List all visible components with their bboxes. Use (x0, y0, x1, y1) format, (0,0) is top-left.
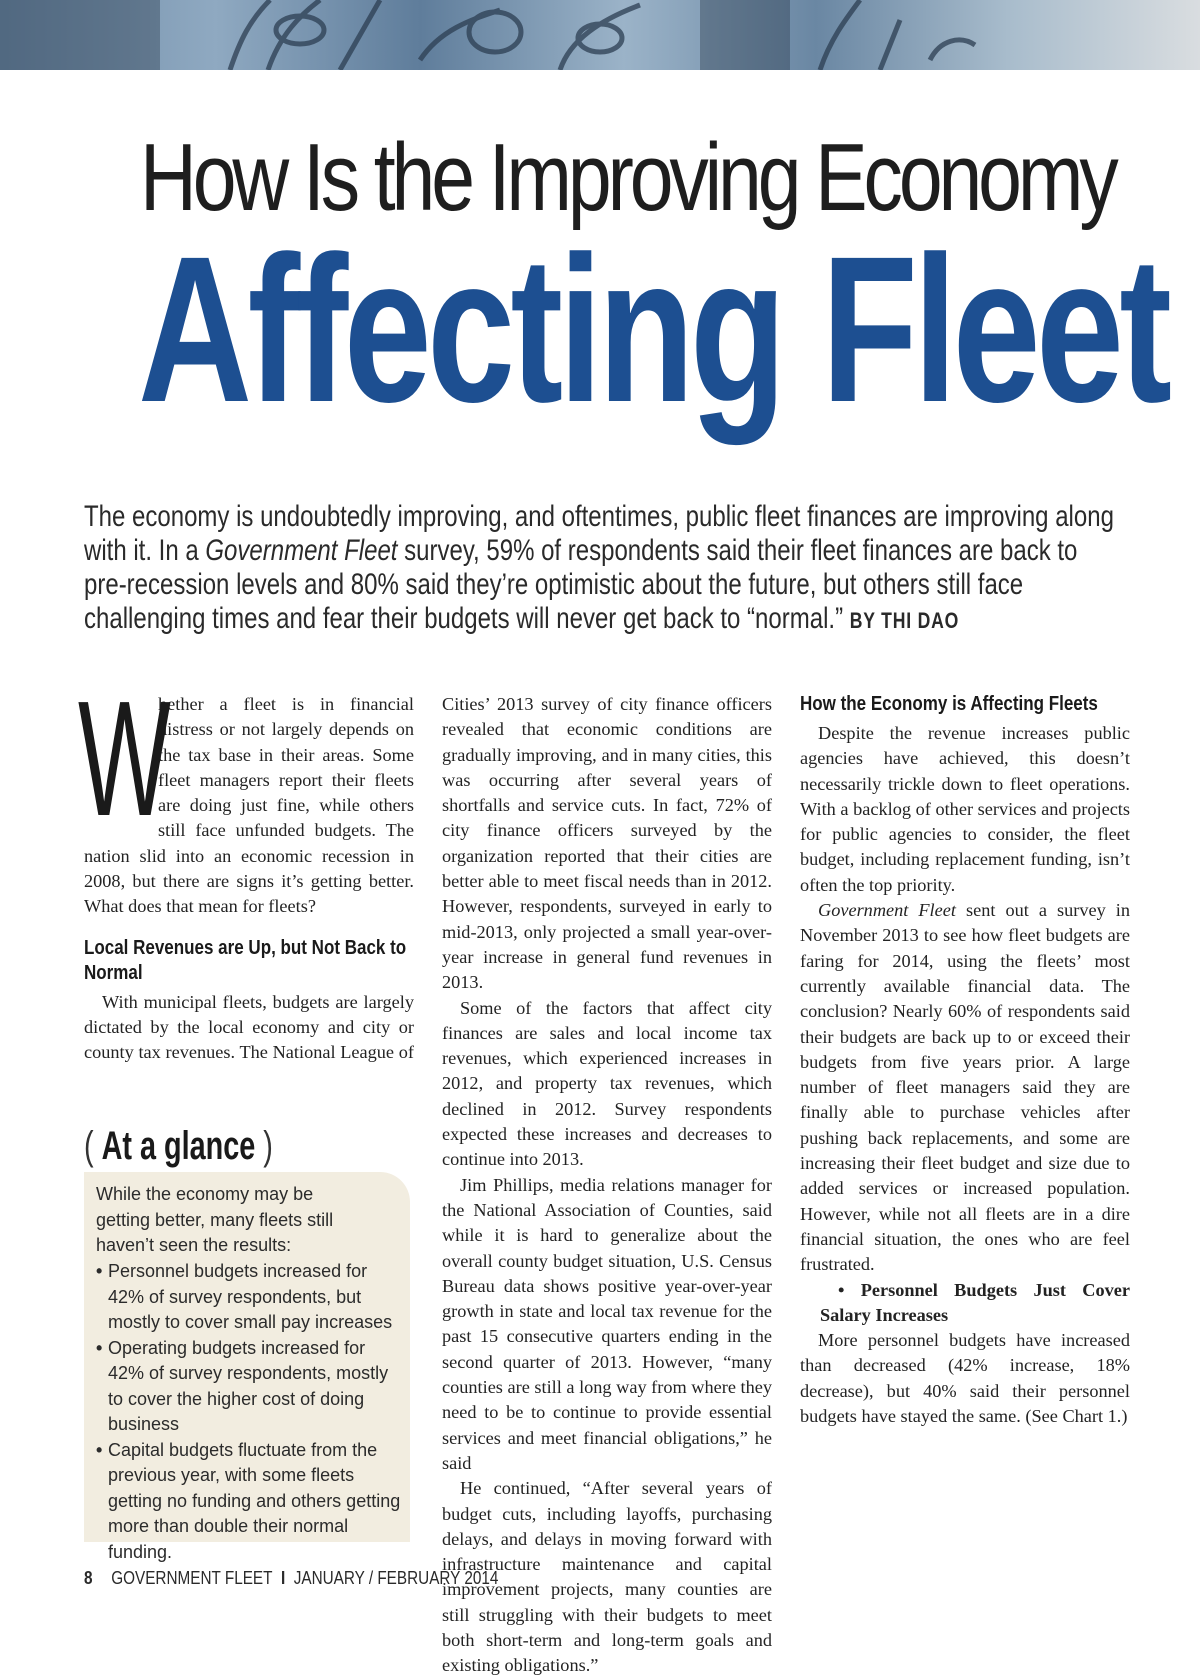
drop-cap: W (78, 667, 171, 850)
sidebar-bullet-item (96, 1259, 401, 1336)
at-a-glance-label: At a glance (101, 1124, 256, 1168)
body-paragraph-1-continued: Cities’ 2013 survey of city finance officers revealed that economic conditions are gradually improving, and in many cities, this was occurring after several years of shortfalls and service cuts. In fact, 72% of city finance officers surveyed by the organization reported that their cities are better able to meet fiscal needs than in 2012. However, respondents, surveyed in early to mid-2013, only projected a small year-over-year increase in general fund revenues in 2013. (442, 694, 772, 993)
byline: BY THI DAO (849, 608, 960, 633)
at-a-glance-sidebar (84, 1172, 410, 1562)
body-paragraph-5: Despite the revenue increases public agencies have achieved, this doesn’t necessarily trickle down to fleet operations. With a backlog of other services and projects for public agencies to consider, the fleet budget, including replacement funding, isn’t often the top priority. (800, 723, 1130, 895)
bullet-icon: • (96, 1439, 103, 1460)
sidebar-bullet-item (96, 1336, 401, 1438)
section-heading-economy-fleets: How the Economy is Affecting Fleets (800, 693, 1098, 715)
page-footer (84, 1568, 679, 1589)
body-paragraph-4: He continued, “After several years of budget cuts, including layoffs, purchasing delays, and delays in moving forward with infrastructure maintenance and capital improvement projects, many counties are still struggling with their budgets to meet both short-term and long-term goals and existing obligations.” (442, 1478, 772, 1676)
sidebar-intro: While the economy may be getting better, many fleets still haven’t seen the results: (96, 1184, 334, 1255)
headline-line-1: How Is the Improving Economy (140, 124, 1115, 231)
body-paragraph-6 (800, 898, 1130, 1277)
footer-publication: GOVERNMENT FLEET (111, 1568, 273, 1588)
paragraph-6-text: sent out a survey in November 2013 to see how fleet budgets are faring for 2014, using the fleets’ most currently available financial data. The conclusion? Nearly 60% of respondents said their budgets are back up to or exceed their budgets from five years prior. A large number of fleet managers said they are finally able to purchase vehicles after pushing back replacements, and some are increasing their fleet budget and size due to added services or increased population. However, while not all fleets are in a dire financial situation, the ones who are feel frustrated. (800, 900, 1130, 1275)
banknote-photo (0, 0, 1200, 70)
publication-name-inline: Government Fleet (818, 900, 956, 921)
article-column-2 (442, 692, 772, 1679)
bullet-icon: • (96, 1261, 103, 1281)
at-a-glance-title (84, 1122, 273, 1170)
article-column-1 (78, 667, 414, 1066)
bullet-text: Operating budgets increased for 42% of survey respondents, mostly to cover the higher cost of doing business (108, 1337, 389, 1434)
body-paragraph-7: More personnel budgets have increased than decreased (42% increase, 18% decrease), but 40% said their personnel budgets have stayed the same. (See Chart 1.) (800, 1330, 1130, 1427)
headline-line-2: Affecting Fleet (138, 214, 1168, 446)
bullet-text: Capital budgets fluctuate from the previous year, with some fleets getting no funding and others getting more than double their normal funding. (108, 1439, 401, 1562)
body-paragraph-3: Jim Phillips, media relations manager for the National Association of Counties, said while it is hard to generalize about the overall county budget situation, U.S. Census Bureau data shows positive year-over-year growth in state and local tax revenue for the past 15 consecutive quarters ending in the second quarter of 2013. However, “many counties are still a long way from where they need to be to continue to provide essential services and meet financial obligations,” he said (442, 1174, 772, 1473)
bullet-heading-personnel: • Personnel Budgets Just Cover Salary Increases (820, 1279, 1130, 1325)
bracket-open: ( (84, 1124, 94, 1168)
page-number: 8 (84, 1568, 93, 1588)
sidebar-bullet-item (96, 1438, 401, 1566)
deck-text-before: The economy is undoubtedly improving, and oftentimes, public fleet finances are improving along with it. In a (84, 500, 1114, 567)
bracket-close: ) (263, 1124, 273, 1168)
intro-paragraph: hether a fleet is in financial distress or not largely depends on the tax base in their areas. Some fleet managers report their fleets are doing just fine, while others still face unfunded budgets. The nation slid into an economic recession in 2008, but there are signs it’s getting better. What does that mean for fleets? (84, 694, 414, 917)
footer-issue: JANUARY / FEBRUARY 2014 (293, 1568, 499, 1588)
article-column-3 (800, 692, 1130, 1429)
section-heading-local-revenues: Local Revenues are Up, but Not Back to Normal (84, 936, 407, 984)
body-paragraph-1: With municipal fleets, budgets are largely dictated by the local economy and city or county tax revenues. The National League of (84, 991, 414, 1063)
footer-separator: I (280, 1568, 286, 1588)
sidebar-bullet-list (96, 1259, 401, 1565)
body-paragraph-2: Some of the factors that affect city finances are sales and local income tax revenues, which experienced increases in 2012, and property tax revenues, which declined in 2012. Survey respondents expected these increases and decreases to continue into 2013. (442, 997, 772, 1170)
deck-publication-name: Government Fleet (205, 534, 398, 567)
article-deck (84, 500, 1116, 638)
deck-text-after: survey, 59% of respondents said their fleet finances are back to pre-recession levels and 80% said they’re optimistic about the future, but others still face challenging times and fear their budgets will never get back to “normal.” (84, 534, 1078, 635)
header-banner-image (0, 0, 1200, 70)
bullet-text: Personnel budgets increased for 42% of survey respondents, but mostly to cover small pay increases (108, 1261, 393, 1332)
bullet-icon: • (96, 1337, 103, 1358)
